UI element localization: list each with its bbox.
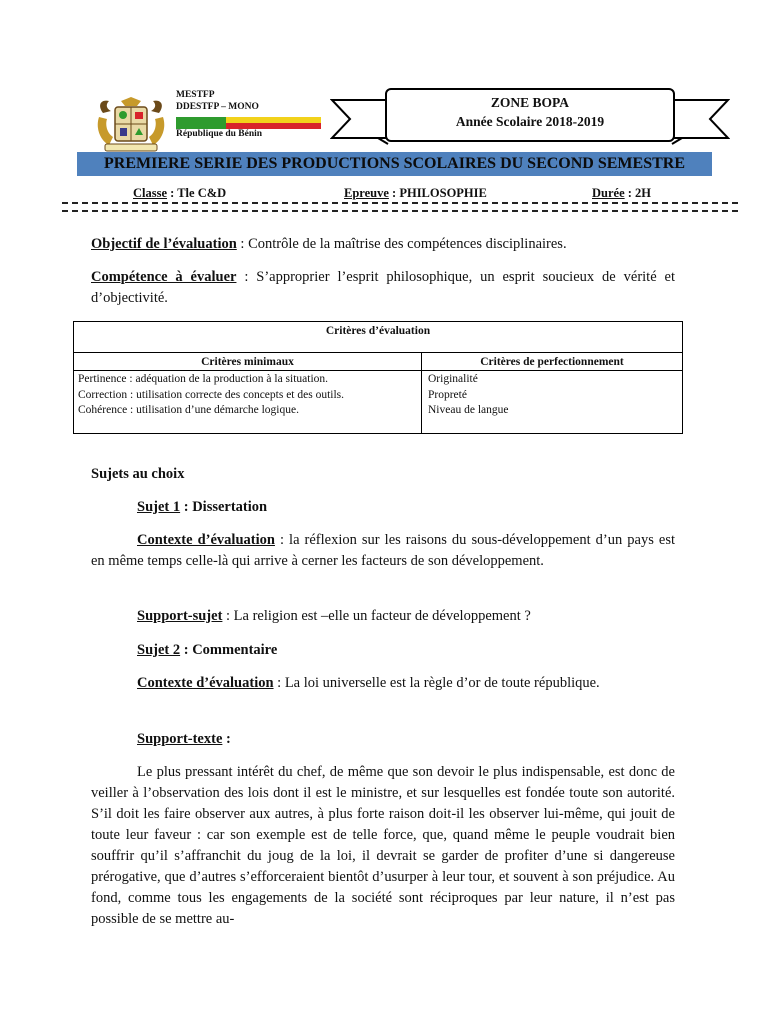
competence-label: Compétence à évaluer bbox=[91, 269, 237, 285]
header-divider bbox=[62, 202, 738, 212]
sujet2-support-colon: : bbox=[222, 731, 231, 747]
criteria-minimaux-item: Correction : utilisation correcte des concepts et des outils. bbox=[78, 388, 345, 401]
epreuve-label: Epreuve bbox=[344, 186, 389, 200]
sujets-heading: Sujets au choix bbox=[91, 466, 185, 482]
meta-classe bbox=[133, 186, 226, 201]
benin-flag bbox=[176, 117, 321, 129]
criteria-minimaux-header: Critères minimaux bbox=[74, 353, 421, 371]
sujet2-heading bbox=[91, 640, 675, 661]
sujet1-heading bbox=[91, 497, 675, 518]
organization-block bbox=[176, 89, 259, 113]
classe-value: : Tle C&D bbox=[167, 186, 227, 200]
school-year: Année Scolaire 2018-2019 bbox=[455, 114, 605, 129]
criteria-perfectionnement-header: Critères de perfectionnement bbox=[422, 353, 682, 371]
criteria-title: Critères d’évaluation bbox=[74, 322, 682, 353]
criteria-minimaux-item: Cohérence : utilisation d’une démarche logique. bbox=[78, 404, 299, 416]
org-line-2: DDESTFP – MONO bbox=[176, 102, 259, 112]
meta-epreuve bbox=[344, 186, 487, 201]
sujet2-contexte-label: Contexte d’évaluation bbox=[137, 675, 274, 691]
benin-coat-of-arms-icon bbox=[93, 95, 169, 153]
sujet2-support-label: Support-texte bbox=[137, 731, 223, 747]
sujet2-support bbox=[91, 729, 675, 750]
sujet1-contexte bbox=[91, 530, 675, 572]
competence-text: : S’approprier l’esprit philosophique, un esprit soucieux de vérité et d’objectivité. bbox=[91, 269, 675, 306]
duree-label: Durée bbox=[592, 186, 625, 200]
support-text-paragraph: Le plus pressant intérêt du chef, de même que son devoir le plus indispensable, est donc de veiller à l’observation des lois dont il est le ministre, et sur lesquelles est fondée toute son autorité. S’il doit les faire observer aux autres, à plus forte raison doit-il les observer lui-même, qui jouit de toute leur faveur : car son exemple est de telle force, que, quand même le peuple voudrait bien souffrir qu’il s’affranchit du joug de la loi, il devrait se garder de profiter d’une si dangereuse prérogative, que d’autres s’efforceraient bientôt d’usurper à leur tour, et souvent à son préjudice. Au fond, comme tous les engagements de la société sont réciproques par leur nature, il n’est pas possible de se mettre au- bbox=[91, 764, 675, 927]
sujet1-label: Sujet 1 bbox=[137, 499, 181, 515]
criteria-perfectionnement-item: Niveau de langue bbox=[428, 404, 509, 416]
epreuve-value: : PHILOSOPHIE bbox=[388, 186, 487, 200]
sujet1-support bbox=[91, 606, 675, 627]
objectif-label: Objectif de l’évaluation bbox=[91, 236, 237, 252]
criteria-minimaux-column bbox=[74, 353, 422, 433]
classe-label: Classe bbox=[133, 186, 168, 200]
sujet1-contexte-label: Contexte d’évaluation bbox=[137, 532, 275, 548]
sujet1-contexte-text: : la réflexion sur les raisons du sous-développement d’un pays est en même temps celle-là qui arrive à cerner les facteurs de son développement. bbox=[91, 532, 675, 569]
criteria-table bbox=[73, 321, 683, 434]
objectif-text: : Contrôle de la maîtrise des compétences disciplinaires. bbox=[236, 236, 567, 252]
criteria-minimaux-item: Pertinence : adéquation de la production à la situation. bbox=[78, 373, 329, 385]
exam-series-title: PREMIERE SERIE DES PRODUCTIONS SCOLAIRES DU SECOND SEMESTRE bbox=[77, 152, 712, 176]
sujet2-contexte bbox=[91, 673, 675, 694]
sujet2-contexte-text: : La loi universelle est la règle d’or de toute république. bbox=[273, 675, 600, 691]
sujet1-type: : Dissertation bbox=[180, 499, 268, 515]
objectif-paragraph bbox=[91, 234, 675, 255]
org-line-1: MESTFP bbox=[176, 90, 215, 100]
sujet2-label: Sujet 2 bbox=[137, 642, 181, 658]
zone-box bbox=[385, 93, 675, 131]
republic-label: République du Bénin bbox=[176, 129, 263, 139]
duree-value: : 2H bbox=[624, 186, 652, 200]
sujet1-support-text: : La religion est –elle un facteur de développement ? bbox=[222, 608, 531, 624]
sujet2-type: : Commentaire bbox=[180, 642, 278, 658]
sujet1-support-label: Support-sujet bbox=[137, 608, 223, 624]
meta-duree bbox=[592, 186, 651, 201]
criteria-perfectionnement-item: Originalité bbox=[428, 373, 478, 385]
competence-paragraph bbox=[91, 267, 675, 309]
criteria-perfectionnement-item: Propreté bbox=[428, 388, 467, 401]
criteria-perfectionnement-column bbox=[422, 353, 682, 433]
zone-title: ZONE BOPA bbox=[490, 95, 570, 110]
